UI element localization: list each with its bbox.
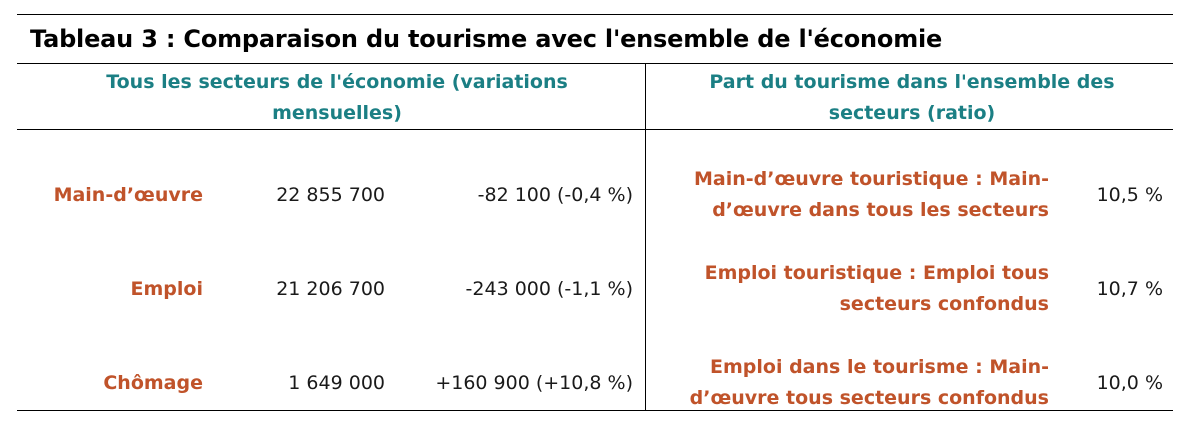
row-monthly-change: +160 900 (+10,8 %) bbox=[435, 372, 633, 394]
row-ratio-label: Emploi touristique : Emploi tous secteurs confondus bbox=[704, 262, 1049, 315]
table-row-employment bbox=[17, 257, 1173, 321]
header-divider bbox=[17, 129, 1173, 130]
row-value: 1 649 000 bbox=[288, 372, 385, 394]
row-ratio-value: 10,7 % bbox=[1096, 278, 1163, 300]
row-value: 21 206 700 bbox=[276, 278, 385, 300]
row-ratio-label: Main-d’œuvre touristique : Main-d’œuvre dans tous les secteurs bbox=[694, 168, 1049, 221]
title-divider bbox=[17, 63, 1173, 64]
row-label: Main-d’œuvre bbox=[53, 184, 203, 206]
row-ratio-value: 10,5 % bbox=[1096, 184, 1163, 206]
row-label: Emploi bbox=[130, 278, 203, 300]
row-monthly-change: -243 000 (-1,1 %) bbox=[465, 278, 633, 300]
table-row-unemployment bbox=[17, 351, 1173, 415]
row-value: 22 855 700 bbox=[276, 184, 385, 206]
header-tourism-share: Part du tourisme dans l'ensemble des secteurs (ratio) bbox=[709, 71, 1115, 124]
tourism-comparison-table bbox=[17, 14, 1173, 411]
row-ratio-value: 10,0 % bbox=[1096, 372, 1163, 394]
table-title: Tableau 3 : Comparaison du tourisme avec l'ensemble de l'économie bbox=[30, 25, 943, 53]
row-ratio-label: Emploi dans le tourisme : Main-d’œuvre tous secteurs confondus bbox=[689, 356, 1049, 409]
header-all-sectors: Tous les secteurs de l'économie (variations mensuelles) bbox=[106, 71, 568, 124]
row-monthly-change: -82 100 (-0,4 %) bbox=[477, 184, 633, 206]
row-label: Chômage bbox=[103, 372, 203, 394]
table-row-labour-force bbox=[17, 163, 1173, 227]
